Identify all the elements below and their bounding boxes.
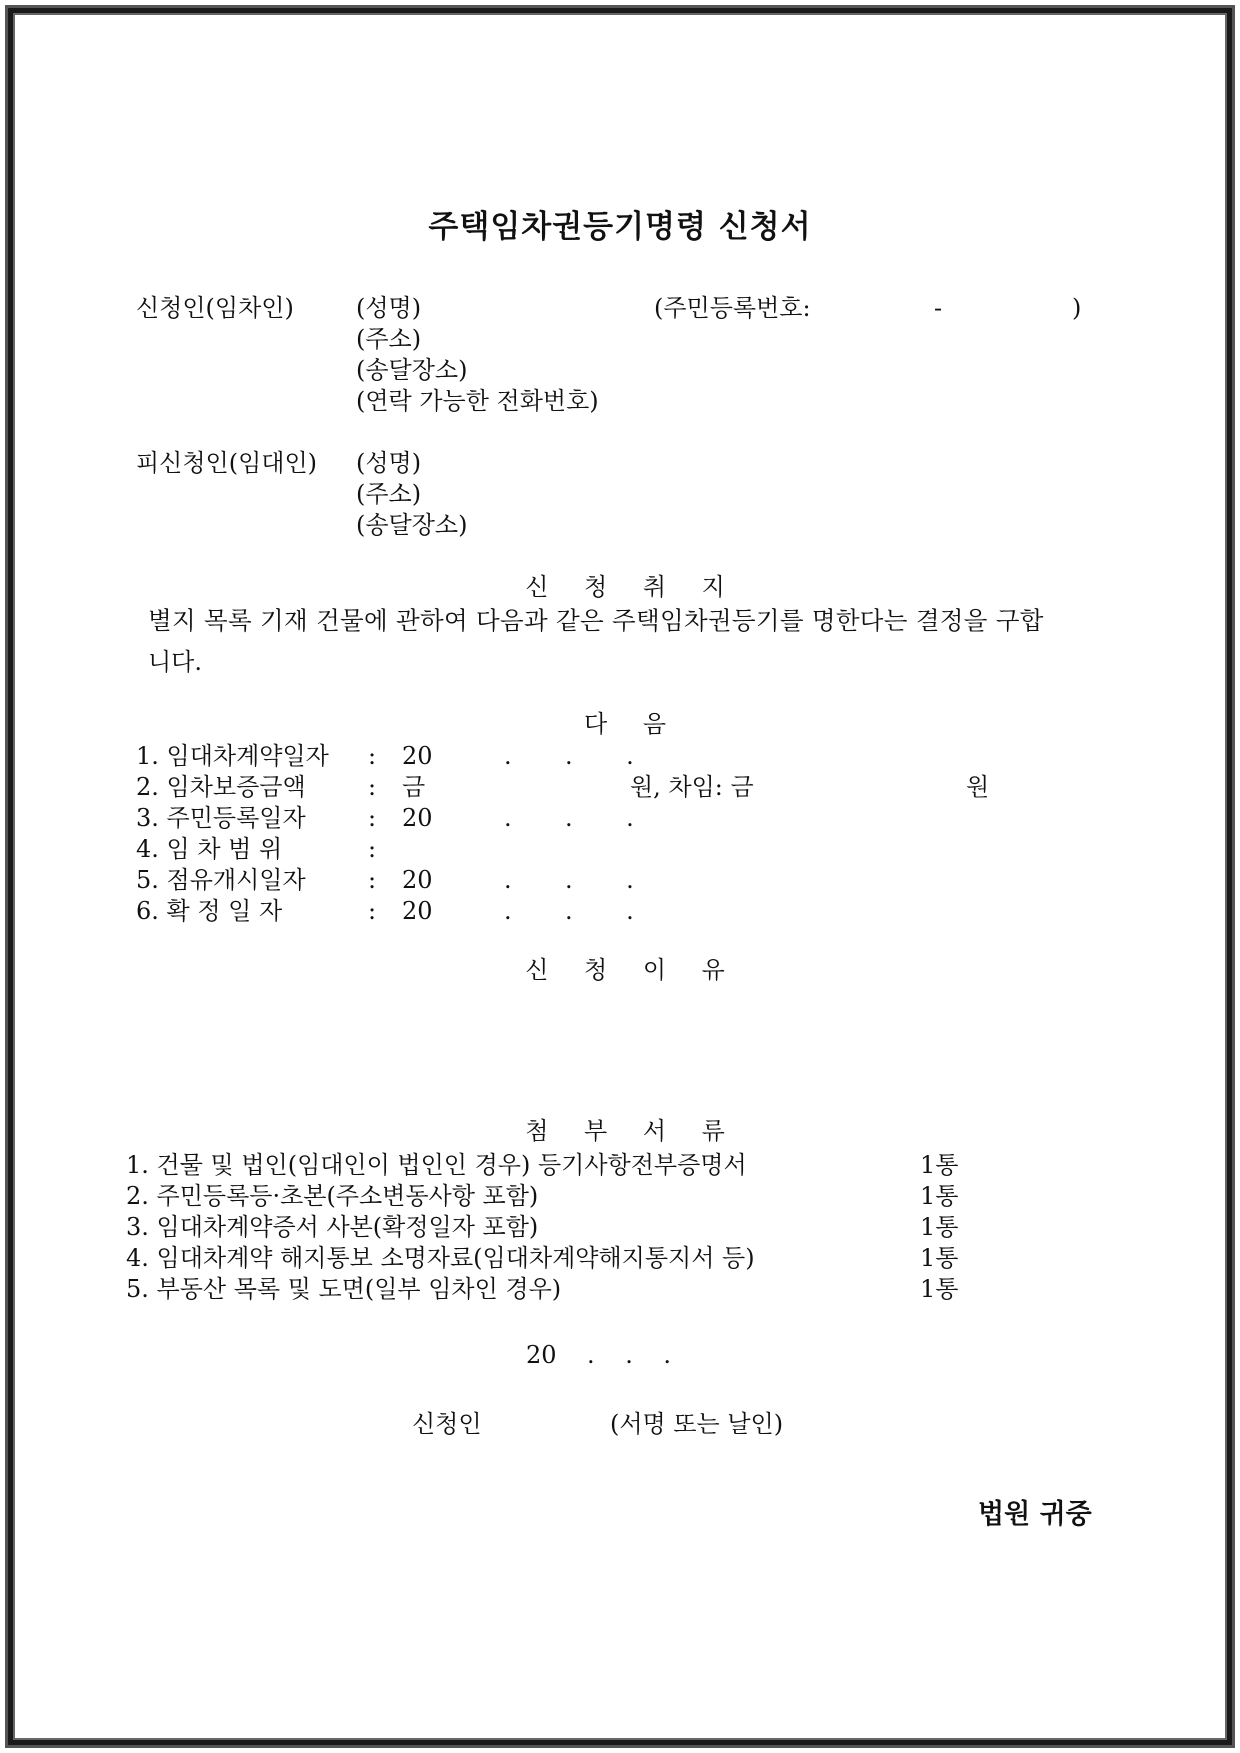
applicant-address: (주소) [356, 325, 422, 353]
respondent-address: (주소) [356, 480, 422, 508]
attachment-item: 1. 건물 및 법인(임대인이 법인인 경우) 등기사항전부증명서 [126, 1151, 747, 1179]
detail-label: 5. 점유개시일자 [136, 866, 306, 894]
attachments-heading: 첨 부 서 류 [525, 1117, 739, 1145]
applicant-name: (성명) [356, 294, 422, 322]
detail-value: 20 [402, 804, 433, 832]
detail-value: 금 [402, 773, 426, 801]
detail-dots: . . . [504, 897, 634, 925]
attachment-item: 2. 주민등록등·초본(주소변동사항 포함) [126, 1182, 539, 1210]
details-heading: 다 음 [584, 710, 680, 738]
attachment-count: 1통 [920, 1244, 959, 1272]
purpose-text-line2: 니다. [148, 648, 202, 676]
detail-label: 1. 임대차계약일자 [136, 742, 329, 770]
detail-colon: : [368, 897, 377, 925]
respondent-delivery: (송달장소) [356, 511, 468, 539]
detail-value: 20 [402, 897, 433, 925]
applicant-id-number: (주민등록번호: [654, 294, 811, 322]
applicant-label: 신청인(임차인) [136, 294, 294, 322]
attachment-item: 3. 임대차계약증서 사본(확정일자 포함) [126, 1213, 539, 1241]
attachment-count: 1통 [920, 1213, 959, 1241]
document-title: 주택임차권등기명령 신청서 [428, 209, 812, 245]
applicant-id-dash: - [934, 294, 943, 322]
purpose-heading: 신 청 취 지 [525, 573, 739, 601]
detail-won-rent: 원, 차임: 금 [630, 773, 754, 801]
applicant-id-close: ) [1072, 294, 1082, 322]
signature-label: 신청인 [412, 1410, 482, 1438]
attachment-item: 5. 부동산 목록 및 도면(일부 임차인 경우) [126, 1275, 562, 1303]
detail-won: 원 [966, 773, 990, 801]
detail-colon: : [368, 773, 377, 801]
respondent-name: (성명) [356, 449, 422, 477]
detail-dots: . . . [504, 742, 634, 770]
detail-label: 3. 주민등록일자 [136, 804, 306, 832]
attachment-item: 4. 임대차계약 해지통보 소명자료(임대차계약해지통지서 등) [126, 1244, 755, 1272]
detail-colon: : [368, 804, 377, 832]
attachment-count: 1통 [920, 1275, 959, 1303]
detail-label: 2. 임차보증금액 [136, 773, 306, 801]
applicant-phone: (연락 가능한 전화번호) [356, 387, 599, 415]
detail-value: 20 [402, 866, 433, 894]
purpose-text-line1: 별지 목록 기재 건물에 관하여 다음과 같은 주택임차권등기를 명한다는 결정을 구합 [148, 606, 1044, 635]
detail-colon: : [368, 835, 377, 863]
attachment-count: 1통 [920, 1151, 959, 1179]
detail-value: 20 [402, 742, 433, 770]
signature-note: (서명 또는 날인) [610, 1410, 784, 1438]
detail-dots: . . . [504, 866, 634, 894]
applicant-delivery: (송달장소) [356, 356, 468, 384]
respondent-label: 피신청인(임대인) [136, 449, 318, 477]
attachment-count: 1통 [920, 1182, 959, 1210]
detail-label: 4. 임 차 범 위 [136, 835, 283, 863]
detail-colon: : [368, 742, 377, 770]
application-date: 20 . . . [526, 1341, 671, 1369]
reason-heading: 신 청 이 유 [525, 956, 739, 984]
detail-label: 6. 확 정 일 자 [136, 897, 283, 925]
detail-dots: . . . [504, 804, 634, 832]
detail-colon: : [368, 866, 377, 894]
court-addressee: 법원 귀중 [978, 1499, 1092, 1530]
